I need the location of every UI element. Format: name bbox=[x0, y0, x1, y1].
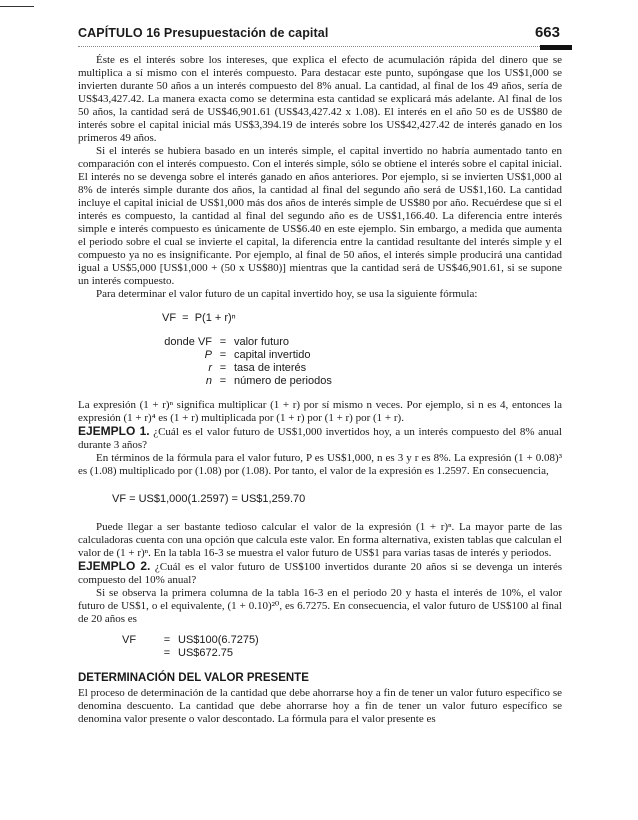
definition-row bbox=[118, 375, 562, 388]
formula-lhs bbox=[122, 647, 156, 660]
chapter-title: CAPÍTULO 16 Presupuestación de capital bbox=[78, 26, 329, 40]
running-header bbox=[78, 24, 560, 44]
definition-row bbox=[118, 336, 562, 349]
formula-rhs: US$100(6.7275) bbox=[178, 634, 259, 646]
page-number: 663 bbox=[534, 24, 560, 41]
example-2-label: EJEMPLO 2. bbox=[78, 559, 151, 573]
top-rule bbox=[0, 6, 34, 7]
header-divider bbox=[78, 46, 560, 47]
example-2-question bbox=[78, 560, 562, 587]
example-1-result-formula: VF = US$1,000(1.2597) = US$1,259.70 bbox=[112, 493, 306, 505]
section-heading: DETERMINACIÓN DEL VALOR PRESENTE bbox=[78, 672, 309, 684]
definition-text: número de periodos bbox=[234, 375, 332, 387]
formula-equals: = bbox=[163, 647, 171, 659]
header-thumb-bar bbox=[540, 45, 572, 50]
page-body bbox=[78, 54, 562, 726]
paragraph-compound-interest: Éste es el interés sobre los intereses, que explica el efecto de acumulación rápida del dinero que se multiplica a sí mismo con el interés compuesto. Para destacar este punto, supóngase que los US$1,000 se invierten durante 50 años a un interés compuesto del 8% anual. La cantidad, al final de los 49 años, sería de US$43,427.42. La manera exacta como se determina esta cantidad se explicará más adelante. Al final de los 50 años, la cantidad será de US$46,901.61 (US$43,427.42 x 1.08). El interés en el año 50 es de US$80 de interés sobre el capital inicial más US$3,394.19 de interés sobre los US$42,427.42 de interés ganado en los primeros 49 años. bbox=[78, 54, 562, 144]
definition-text: valor futuro bbox=[234, 336, 290, 348]
paragraph-simple-interest: Si el interés se hubiera basado en un interés simple, el capital invertido no habría aumentado tanto en comparación con el interés compuesto. Con el interés simple, sólo se obtiene el interés sobre el capital inicial. El interés no se devenga sobre el interés ganado en años anteriores. Por ejemplo, si se invierten US$1,000 al 8% de interés simple durante dos años, la cantidad al final del segundo año será de US$1,160. La cantidad incluye el capital inicial de US$1,000 más dos años de interés simple de US$80 por año. Recuérdese que si el interés es compuesto, la cantidad al final del segundo año es de US$1,166.40. La diferencia entre interés simple e interés compuesto es únicamente de US$6.40 en este ejemplo. Sin embargo, a medida que aumenta el periodo sobre el cual se invierte el capital, la diferencia entre la cantidad resultante del interés simple y el compuesto ya no es insignificante. Por ejemplo, al final de 50 años, el interés simple producirá una cantidad igual a US$5,000 [US$1,000 + (50 x US$80)] mientras que la cantidad será de US$46,901.61, si se supone un interés compuesto. bbox=[78, 145, 562, 287]
example-2-question-text: ¿Cuál es el valor futuro de US$100 invertidos durante 20 años si se devenga un interés compuesto del 10% anual? bbox=[78, 561, 563, 586]
formula-line bbox=[122, 634, 562, 647]
definition-row bbox=[118, 349, 562, 362]
paragraph-formula-intro: Para determinar el valor futuro de un capital invertido hoy, se usa la siguiente fórmula: bbox=[96, 288, 478, 300]
definition-text: capital invertido bbox=[234, 349, 311, 361]
formula-rhs: US$672.75 bbox=[178, 647, 234, 659]
definition-equals: = bbox=[219, 336, 227, 348]
paragraph-exponent-meaning: La expresión (1 + r)ⁿ significa multiplicar (1 + r) por sí mismo n veces. Por ejemplo, si n es 4, entonces la expresión (1 + r)⁴ es (1 + r) multiplicada por (1 + r) por (1 + r) por (1 + r). bbox=[78, 399, 562, 424]
example-1-question bbox=[78, 425, 562, 452]
definition-equals: = bbox=[219, 375, 227, 387]
definition-row bbox=[118, 362, 562, 375]
example-1-question-text: ¿Cuál es el valor futuro de US$1,000 invertidos hoy, a un interés compuesto del 8% anual durante 3 años? bbox=[78, 426, 562, 451]
formula-lhs: VF bbox=[122, 634, 137, 646]
example-1-solution: En términos de la fórmula para el valor futuro, P es US$1,000, n es 3 y r es 8%. La expresión (1 + 0.08)³ es (1.08) multiplicado por (1.08) por (1.08). Por tanto, el valor de la expresión es 1.2597. En consecuencia, bbox=[78, 452, 562, 477]
paragraph-present-value: El proceso de determinación de la cantidad que debe ahorrarse hoy a fin de tener un valor futuro específico se denomina descuento. La cantidad que debe ahorrarse hoy a fin de tener un valor futuro específico se denomina valor presente o valor descontado. La fórmula para el valor presente es bbox=[78, 687, 562, 725]
definition-symbol: r bbox=[208, 362, 212, 374]
paragraph-calculators-tables: Puede llegar a ser bastante tedioso calcular el valor de la expresión (1 + r)ⁿ. La mayor parte de las calculadoras cuenta con una opción que calcula este valor. En forma alternativa, existen tablas que calculan el valor de (1 + r)ⁿ. En la tabla 16-3 se muestra el valor futuro de US$1 para varias tasas de interés y periodos. bbox=[78, 521, 562, 559]
definition-text: tasa de interés bbox=[234, 362, 307, 374]
example-1-label: EJEMPLO 1. bbox=[78, 424, 150, 438]
definition-symbol: n bbox=[205, 375, 212, 387]
formula-definitions bbox=[118, 336, 562, 388]
example-2-solution: Si se observa la primera columna de la tabla 16-3 en el periodo 20 y hasta el interés de 10%, el valor futuro de US$1, o el equivalente, (1 + 0.10)²⁰, es 6.7275. En consecuencia, el valor futuro de US$100 al final de 20 años es bbox=[78, 587, 562, 625]
example-2-result-formula bbox=[122, 634, 562, 660]
formula-line bbox=[122, 647, 562, 660]
definition-symbol: donde VF bbox=[164, 336, 212, 348]
definition-equals: = bbox=[219, 362, 227, 374]
definition-equals: = bbox=[219, 349, 227, 361]
definition-symbol: P bbox=[204, 349, 212, 361]
future-value-formula: VF = P(1 + r)ⁿ bbox=[162, 312, 236, 324]
formula-equals: = bbox=[163, 634, 171, 646]
